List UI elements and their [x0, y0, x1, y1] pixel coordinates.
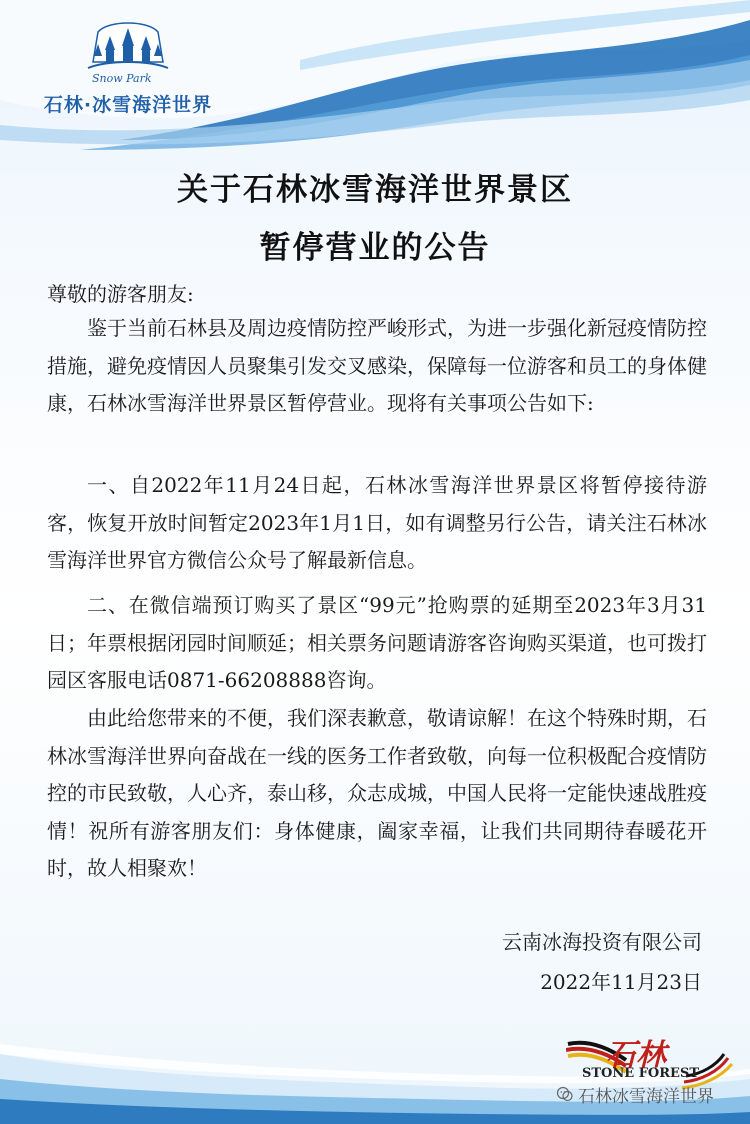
- signature-date: 2022年11月23日: [540, 970, 702, 994]
- brand-cn-text: 石林: [606, 1038, 666, 1073]
- wechat-icon: [556, 1085, 574, 1103]
- logo-brand-text: 石林·冰雪海洋世界: [43, 94, 213, 116]
- paragraph-item-2: 二、在微信端预订购买了景区“99元”抢购票的延期至2023年3月31日；年票根据闭园时间顺延；相关票务问题请游客咨询购买渠道，也可拨打园区客服电话0871-66208888咨询。: [47, 593, 707, 692]
- watermark-text: 石林冰雪海洋世界: [578, 1086, 714, 1107]
- paragraph-item-1: 一、自2022年11月24日起，石林冰雪海洋世界景区将暂停接待游客，恢复开放时间暂定2023年1月1日，如有调整另行公告，请关注石林冰雪海洋世界官方微信公众号了解最新信息。: [47, 473, 707, 572]
- logo-script-text: Snow Park: [92, 72, 152, 85]
- paragraph-intro: 鉴于当前石林县及周边疫情防控严峻形式，为进一步强化新冠疫情防控措施，避免疫情因人员聚集引发交叉感染，保障每一位游客和员工的身体健康，石林冰雪海洋世界景区暂停营业。现将有关事项公告如下:: [47, 316, 707, 415]
- snow-park-logo: [38, 22, 218, 132]
- paragraph-closing: 由此给您带来的不便，我们深表歉意，敬请谅解！在这个特殊时期，石林冰雪海洋世界向奋战在一线的医务工作者致敬，向每一位积极配合疫情防控的市民致敬，人心齐，泰山移，众志成城，中国人民将一定能快速战胜疫情！祝所有游客朋友们：身体健康，阖家幸福，让我们共同期待春暖花开时，故人相聚欢！: [47, 706, 707, 880]
- page-title-line-1: 关于石林冰雪海洋世界景区: [177, 172, 573, 208]
- page-title-line-2: 暂停营业的公告: [259, 230, 491, 266]
- wechat-watermark: [556, 1082, 714, 1106]
- salutation: 尊敬的游客朋友:: [47, 282, 194, 306]
- signature-company: 云南冰海投资有限公司: [502, 930, 702, 954]
- brand-en-text: STONE FOREST: [582, 1066, 700, 1081]
